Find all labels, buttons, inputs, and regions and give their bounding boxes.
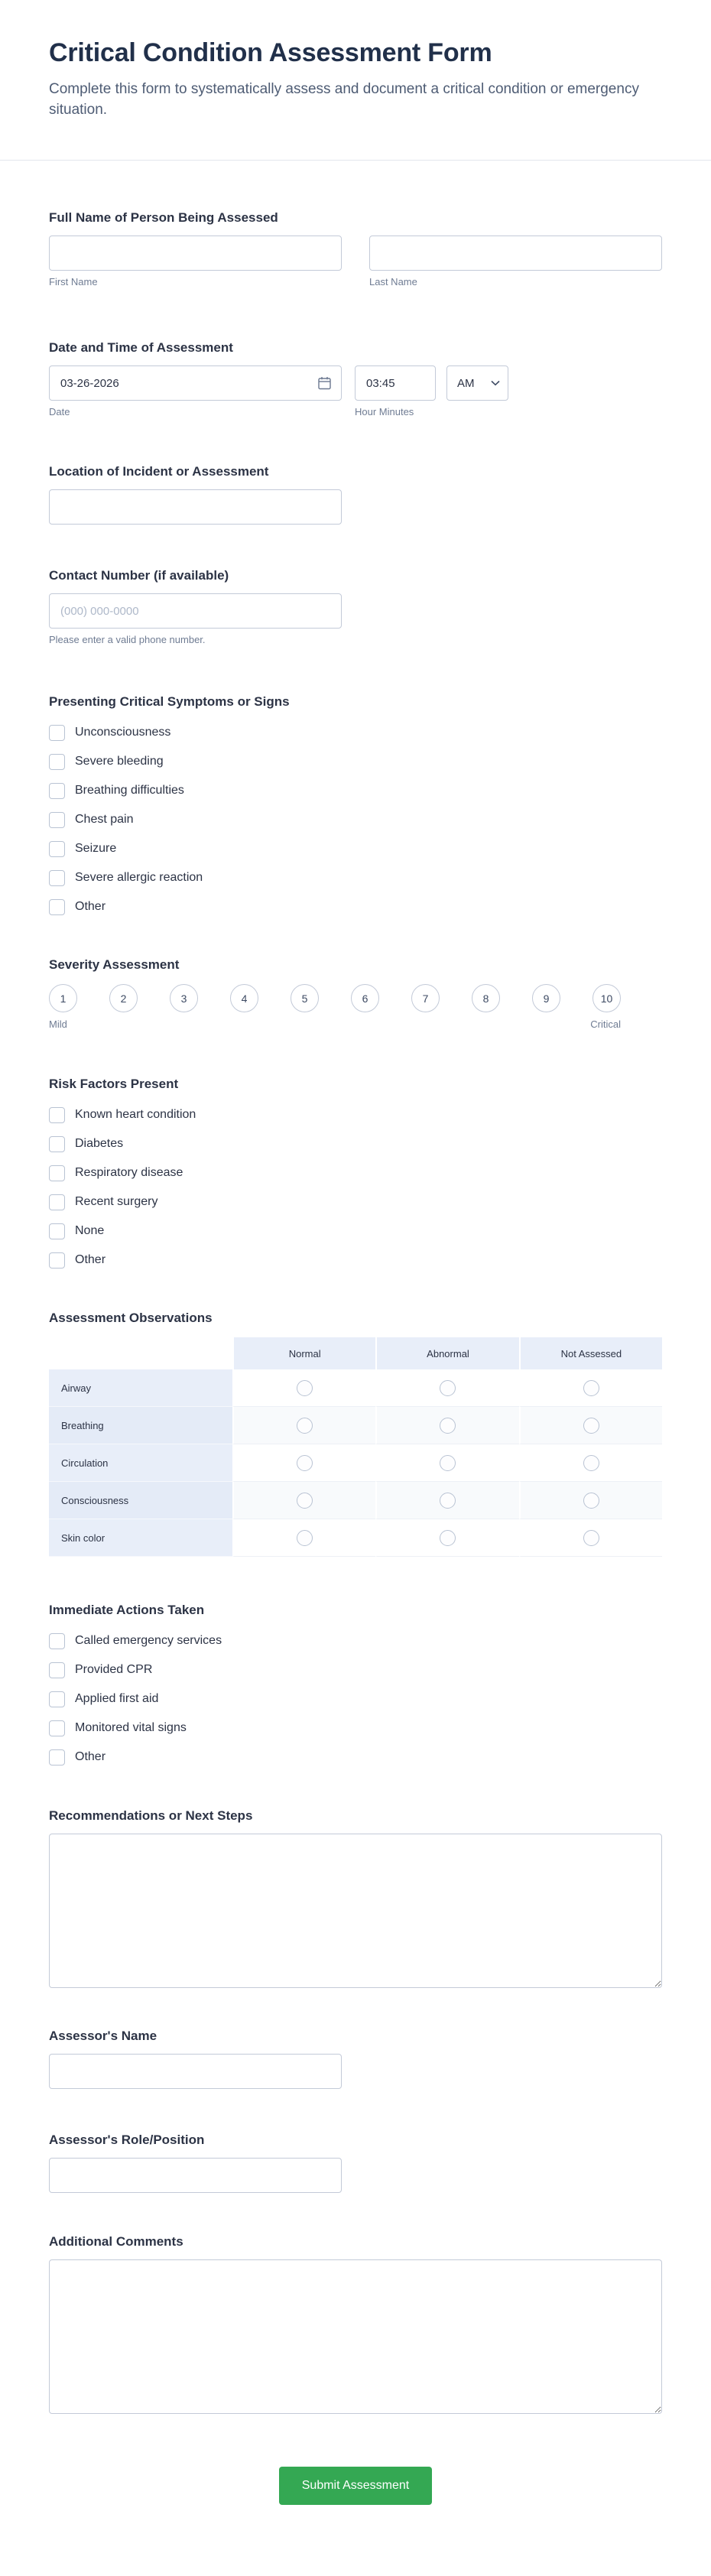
actions-option-1[interactable]	[49, 1626, 662, 1655]
severity-label: Severity Assessment	[49, 957, 180, 972]
checkbox[interactable]	[49, 1252, 65, 1269]
severity-option-5[interactable]: 5	[291, 984, 319, 1012]
checkbox[interactable]	[49, 1749, 65, 1766]
option-label: Breathing difficulties	[75, 784, 184, 797]
symptoms-option-1[interactable]	[49, 718, 662, 747]
datetime-inputs-row	[49, 365, 662, 417]
risk-option-5[interactable]	[49, 1217, 662, 1246]
first-name-sublabel: First Name	[49, 276, 98, 287]
checkbox[interactable]	[49, 1662, 65, 1678]
option-label: None	[75, 1224, 105, 1237]
first-name-input[interactable]	[49, 236, 342, 271]
risk-factors-label: Risk Factors Present	[49, 1077, 179, 1091]
severity-option-10[interactable]: 10	[592, 984, 621, 1012]
severity-option-9[interactable]: 9	[532, 984, 560, 1012]
assessor-role-input[interactable]	[49, 2158, 342, 2193]
severity-option-8[interactable]: 8	[472, 984, 500, 1012]
time-input[interactable]	[355, 365, 436, 401]
symptoms-label: Presenting Critical Symptoms or Signs	[49, 694, 290, 709]
radio-consciousness-normal[interactable]	[297, 1493, 313, 1509]
full-name-label: Full Name of Person Being Assessed	[49, 210, 278, 225]
actions-option-4[interactable]	[49, 1714, 662, 1743]
risk-option-2[interactable]	[49, 1129, 662, 1158]
question-datetime	[49, 339, 662, 417]
radio-skin-color-not-assessed[interactable]	[583, 1530, 599, 1546]
date-input[interactable]	[49, 365, 342, 401]
time-group	[355, 365, 508, 417]
severity-circles	[49, 984, 621, 1012]
symptoms-option-7[interactable]	[49, 892, 662, 921]
observations-header-row	[49, 1337, 662, 1369]
radio-consciousness-abnormal[interactable]	[440, 1493, 456, 1509]
date-field	[49, 365, 342, 401]
assessor-name-label: Assessor's Name	[49, 2029, 157, 2043]
ampm-value: AM	[457, 376, 475, 390]
severity-option-6[interactable]: 6	[351, 984, 379, 1012]
question-assessor-role	[49, 2132, 662, 2193]
actions-option-2[interactable]	[49, 1655, 662, 1684]
severity-option-2[interactable]: 2	[109, 984, 138, 1012]
row-header: Skin color	[49, 1519, 232, 1557]
severity-option-4[interactable]: 4	[230, 984, 258, 1012]
checkbox[interactable]	[49, 754, 65, 770]
radio-airway-not-assessed[interactable]	[583, 1380, 599, 1396]
option-label: Diabetes	[75, 1137, 124, 1150]
actions-option-5[interactable]	[49, 1743, 662, 1772]
option-label: Called emergency services	[75, 1634, 222, 1647]
checkbox[interactable]	[49, 1194, 65, 1210]
radio-airway-abnormal[interactable]	[440, 1380, 456, 1396]
option-label: Other	[75, 1750, 106, 1763]
observations-row-breathing	[49, 1407, 662, 1444]
symptoms-option-2[interactable]	[49, 747, 662, 776]
severity-option-1[interactable]: 1	[49, 984, 77, 1012]
checkbox[interactable]	[49, 725, 65, 741]
option-label: Unconsciousness	[75, 726, 171, 739]
checkbox[interactable]	[49, 1633, 65, 1649]
radio-circulation-abnormal[interactable]	[440, 1455, 456, 1471]
time-fields	[355, 365, 508, 401]
checkbox[interactable]	[49, 870, 65, 886]
checkbox[interactable]	[49, 1107, 65, 1123]
time-sublabel: Hour Minutes	[355, 406, 414, 417]
observations-row-consciousness	[49, 1482, 662, 1519]
risk-option-6[interactable]	[49, 1246, 662, 1275]
question-assessor-name	[49, 2028, 662, 2089]
symptoms-option-3[interactable]	[49, 776, 662, 805]
question-location	[49, 463, 662, 525]
question-observations	[49, 1310, 662, 1557]
contact-label: Contact Number (if available)	[49, 568, 229, 583]
last-name-group	[369, 236, 662, 287]
option-label: Provided CPR	[75, 1663, 153, 1676]
calendar-icon[interactable]	[317, 376, 332, 391]
option-label: Other	[75, 900, 106, 913]
location-label: Location of Incident or Assessment	[49, 464, 269, 479]
contact-input[interactable]	[49, 593, 342, 629]
checkbox[interactable]	[49, 783, 65, 799]
chevron-down-icon	[491, 380, 500, 386]
option-label: Severe allergic reaction	[75, 871, 203, 884]
question-full-name	[49, 210, 662, 287]
contact-helper-text: Please enter a valid phone number.	[49, 634, 206, 645]
recommendations-label: Recommendations or Next Steps	[49, 1808, 253, 1823]
column-header: Abnormal	[375, 1337, 518, 1369]
option-label: Seizure	[75, 842, 117, 855]
checkbox[interactable]	[49, 1136, 65, 1152]
checkbox[interactable]	[49, 841, 65, 857]
risk-option-1[interactable]	[49, 1100, 662, 1129]
severity-max-label: Critical	[590, 1018, 621, 1030]
symptoms-option-6[interactable]	[49, 863, 662, 892]
actions-label: Immediate Actions Taken	[49, 1603, 205, 1617]
submit-row	[49, 2467, 662, 2576]
observations-row-circulation	[49, 1444, 662, 1482]
form-subtitle: Complete this form to systematically assess and document a critical condition or emergency situation.	[49, 81, 639, 118]
row-header: Airway	[49, 1369, 232, 1407]
question-recommendations	[49, 1808, 662, 1992]
risk-option-4[interactable]	[49, 1187, 662, 1217]
first-name-group	[49, 236, 342, 287]
symptoms-option-4[interactable]	[49, 805, 662, 834]
row-header: Circulation	[49, 1444, 232, 1482]
option-label: Recent surgery	[75, 1195, 158, 1208]
date-group	[49, 365, 342, 417]
radio-skin-color-abnormal[interactable]	[440, 1530, 456, 1546]
column-header: Not Assessed	[519, 1337, 662, 1369]
severity-scale	[49, 984, 621, 1030]
observations-label: Assessment Observations	[49, 1311, 213, 1325]
checkbox[interactable]	[49, 899, 65, 915]
option-label: Other	[75, 1253, 106, 1266]
observations-row-airway	[49, 1369, 662, 1407]
location-input[interactable]	[49, 489, 342, 525]
risk-option-3[interactable]	[49, 1158, 662, 1187]
table-corner	[49, 1337, 232, 1369]
question-contact	[49, 567, 662, 645]
full-name-inputs-row	[49, 236, 662, 287]
radio-breathing-not-assessed[interactable]	[583, 1418, 599, 1434]
severity-option-3[interactable]: 3	[170, 984, 198, 1012]
symptoms-option-5[interactable]	[49, 834, 662, 863]
question-severity	[49, 957, 662, 1030]
radio-breathing-normal[interactable]	[297, 1418, 313, 1434]
option-label: Severe bleeding	[75, 755, 164, 768]
question-symptoms	[49, 694, 662, 921]
radio-skin-color-normal[interactable]	[297, 1530, 313, 1546]
datetime-label: Date and Time of Assessment	[49, 340, 233, 355]
severity-end-labels	[49, 1018, 621, 1030]
actions-option-3[interactable]	[49, 1684, 662, 1714]
option-label: Applied first aid	[75, 1692, 159, 1705]
checkbox[interactable]	[49, 1223, 65, 1239]
option-label: Known heart condition	[75, 1108, 196, 1121]
question-risk-factors	[49, 1076, 662, 1275]
assessor-name-input[interactable]	[49, 2054, 342, 2089]
severity-option-7[interactable]: 7	[411, 984, 440, 1012]
observations-row-skin-color	[49, 1519, 662, 1557]
checkbox[interactable]	[49, 812, 65, 828]
row-header: Breathing	[49, 1407, 232, 1444]
radio-airway-normal[interactable]	[297, 1380, 313, 1396]
submit-button[interactable]: Submit Assessment	[279, 2467, 433, 2505]
page-title: Critical Condition Assessment Form	[49, 38, 492, 67]
option-label: Chest pain	[75, 813, 134, 826]
last-name-sublabel: Last Name	[369, 276, 417, 287]
option-label: Respiratory disease	[75, 1166, 183, 1179]
last-name-input[interactable]	[369, 236, 662, 271]
question-actions	[49, 1602, 662, 1772]
date-sublabel: Date	[49, 406, 70, 417]
form-header	[0, 0, 711, 160]
severity-min-label: Mild	[49, 1018, 67, 1030]
observations-table	[49, 1337, 662, 1557]
checkbox[interactable]	[49, 1165, 65, 1181]
assessor-role-label: Assessor's Role/Position	[49, 2133, 205, 2147]
radio-breathing-abnormal[interactable]	[440, 1418, 456, 1434]
comments-label: Additional Comments	[49, 2234, 183, 2249]
column-header: Normal	[232, 1337, 375, 1369]
ampm-select[interactable]	[446, 365, 508, 401]
row-header: Consciousness	[49, 1482, 232, 1519]
question-comments	[49, 2233, 662, 2418]
checkbox[interactable]	[49, 1720, 65, 1736]
radio-circulation-normal[interactable]	[297, 1455, 313, 1471]
radio-consciousness-not-assessed[interactable]	[583, 1493, 599, 1509]
recommendations-textarea[interactable]	[49, 1834, 662, 1988]
comments-textarea[interactable]	[49, 2259, 662, 2414]
checkbox[interactable]	[49, 1691, 65, 1707]
option-label: Monitored vital signs	[75, 1721, 187, 1734]
radio-circulation-not-assessed[interactable]	[583, 1455, 599, 1471]
form-body	[0, 161, 711, 2576]
